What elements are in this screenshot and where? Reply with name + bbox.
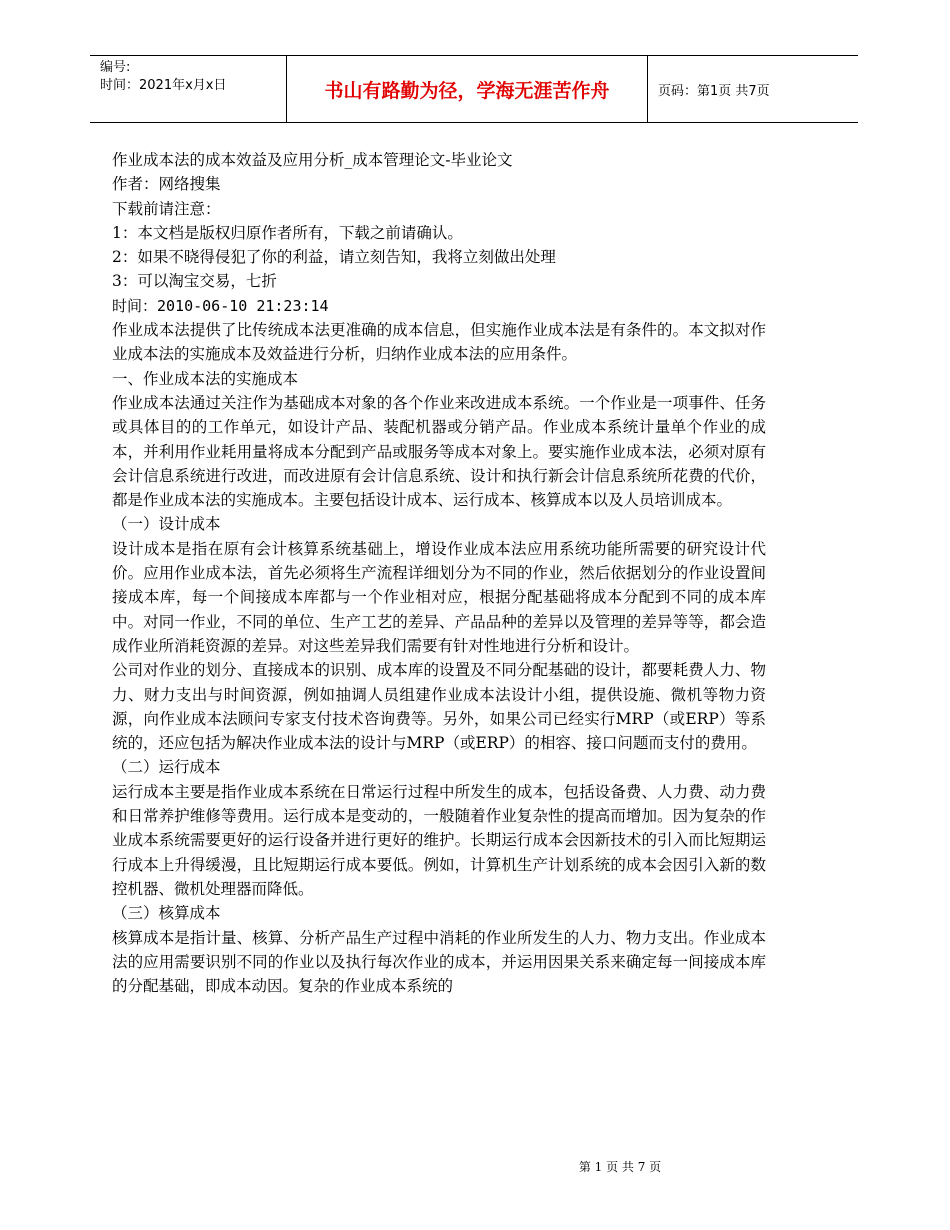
- document-title: 作业成本法的成本效益及应用分析_成本管理论文-毕业论文: [112, 151, 513, 169]
- page-footer: [0, 1158, 950, 1175]
- subsection-2-heading: （二）运行成本: [112, 758, 221, 777]
- motto-cell: [286, 56, 648, 122]
- page-label: 页码：第1页 共7页: [658, 83, 770, 99]
- notice-item-2: 2：如果不晓得侵犯了你的利益，请立刻告知，我将立刻做出处理: [112, 248, 556, 267]
- notice-item-3: 3：可以淘宝交易，七折: [112, 272, 277, 291]
- section-1-heading: 一、作业成本法的实施成本: [112, 369, 299, 388]
- section-1-paragraph: 作业成本法通过关注作为基础成本对象的各个作业来改进成本系统。一个作业是一项事件、任务或具体目的的工作单元，如设计产品、装配机器或分销产品。作业成本系统计量单个作业的成本，并利用作业耗用量将成本分配到产品或服务等成本对象上。要实施作业成本法，必须对原有会计信息系统进行改进，而改进原有会计信息系统、设计和执行新会计信息系统所花费的代价，都是作业成本法的实施成本。主要包括设计成本、运行成本、核算成本以及人员培训成本。: [112, 393, 766, 510]
- subsection-3-heading: （三）核算成本: [112, 904, 221, 923]
- notice-heading: 下载前请注意：: [112, 199, 221, 218]
- time-label: 时间：2021年x月x日: [100, 78, 227, 93]
- subsection-3-paragraph: 核算成本是指计量、核算、分析产品生产过程中消耗的作业所发生的人力、物力支出。作业成本法的应用需要识别不同的作业以及执行每次作业的成本，并运用因果关系来确定每一间接成本库的分配基础，即成本动因。复杂的作业成本系统的: [112, 928, 766, 996]
- header-table: [90, 55, 858, 123]
- footer-page-number: 第 1 页 共 7 页: [578, 1160, 662, 1174]
- timestamp-line: 时间：2010-06-10 21:23:14: [112, 296, 329, 315]
- header-meta-cell: [90, 56, 286, 122]
- subsection-2-paragraph: 运行成本主要是指作业成本系统在日常运行过程中所发生的成本，包括设备费、人力费、动力费和日常养护维修等费用。运行成本是变动的，一般随着作业复杂性的提高而增加。因为复杂的作业成本系统需要更好的运行设备并进行更好的维护。长期运行成本会因新技术的引入而比短期运行成本上升得缓漫，且比短期运行成本要低。例如，计算机生产计划系统的成本会因引入新的数控机器、微机处理器而降低。: [112, 782, 766, 898]
- author-line: 作者：网络搜集: [112, 175, 221, 194]
- subsection-1-paragraph-1: 设计成本是指在原有会计核算系统基础上，增设作业成本法应用系统功能所需要的研究设计代价。应用作业成本法，首先必须将生产流程详细划分为不同的作业，然后依据划分的作业设置间接成本库，每一个间接成本库都与一个作业相对应，根据分配基础将成本分配到不同的成本库中。对同一作业，不同的单位、生产工艺的差异、产品品种的差异以及管理的差异等等，都会造成作业所消耗资源的差异。对这些差异我们需要有针对性地进行分析和设计。: [112, 539, 766, 655]
- subsection-1-paragraph-2: 公司对作业的划分、直接成本的识别、成本库的设置及不同分配基础的设计，都要耗费人力、物力、财力支出与时间资源，例如抽调人员组建作业成本法设计小组，提供设施、微机等物力资源，向作业成本法顾问专家支付技术咨询费等。另外，如果公司已经实行MRP（或ERP）等系统的，还应包括为解决作业成本法的设计与MRP（或ERP）的相容、接口问题而支付的费用。: [112, 661, 766, 753]
- notice-item-1: 1：本文档是版权归原作者所有，下载之前请确认。: [112, 223, 463, 242]
- page-number-cell: [646, 56, 858, 122]
- intro-paragraph: 作业成本法提供了比传统成本法更准确的成本信息，但实施作业成本法是有条件的。本文拟对作业成本法的实施成本及效益进行分析，归纳作业成本法的应用条件。: [112, 321, 766, 364]
- document-body: [112, 148, 766, 998]
- subsection-1-heading: （一）设计成本: [112, 515, 221, 534]
- motto-text: 书山有路勤为径，学海无涯苦作舟: [324, 79, 610, 102]
- number-label: 编号:: [100, 60, 131, 75]
